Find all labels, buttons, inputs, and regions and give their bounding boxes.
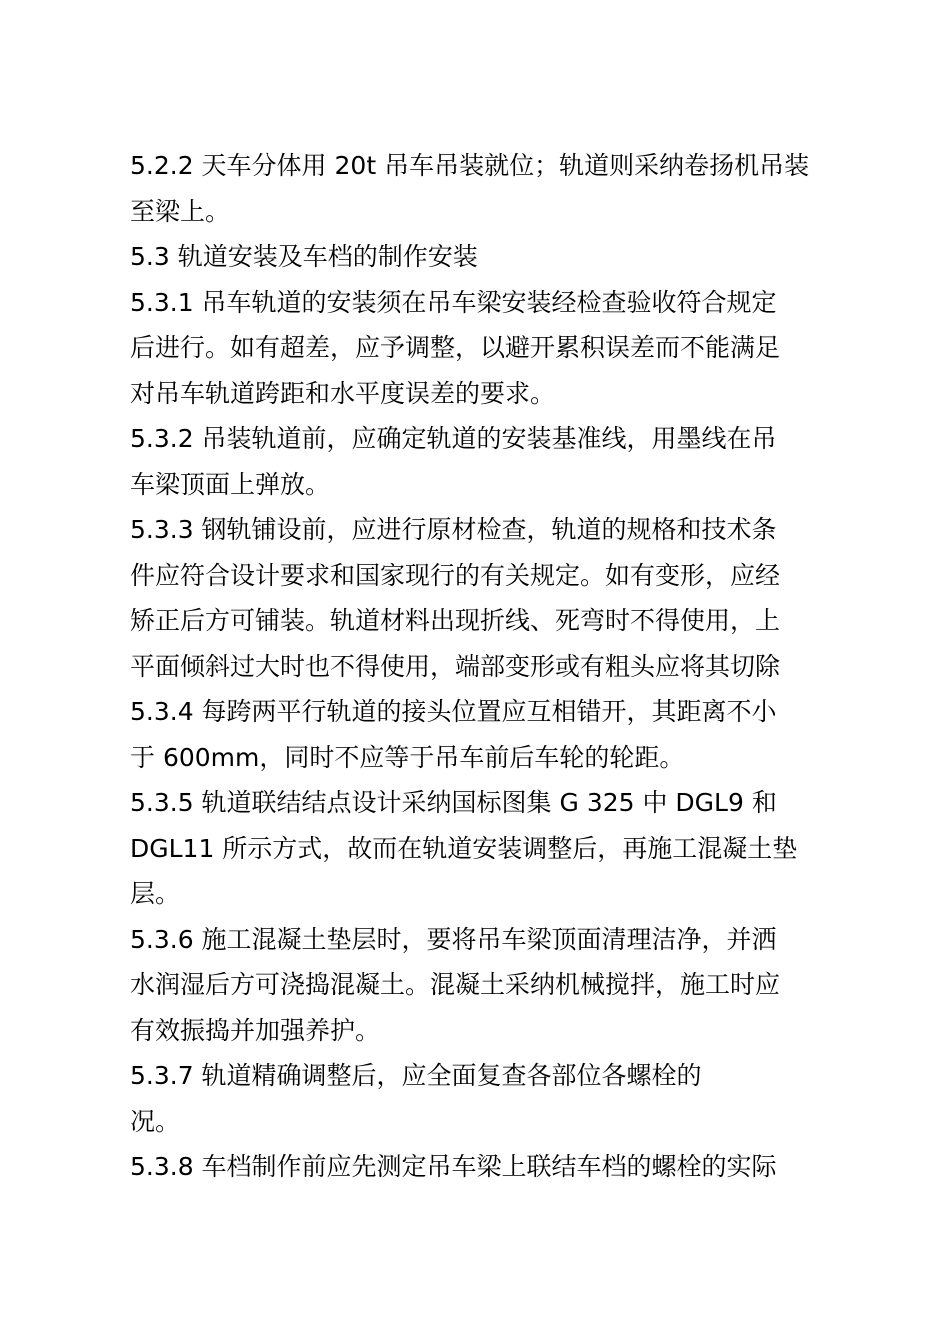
text-line-18: 5.3.6 施工混凝土垫层时，要将吊车梁顶面清理洁净，并洒 [130,924,777,954]
text-line-9: 5.3.3 钢轨铺设前，应进行原材检查，轨道的规格和技术条 [130,515,777,544]
text-line-4: 5.3.1 吊车轨道的安装须在吊车梁安装经检查验收符合规定 [130,287,777,317]
text-line-22: 况。 [130,1106,181,1136]
text-line-19: 水润湿后方可浇捣混凝土。混凝土采纳机械搅拌，施工时应 [130,970,781,999]
text-line-21: 5.3.7 轨道精确调整后，应全面复查各部位各螺栓的 [130,1061,702,1090]
text-line-20: 有效振捣并加强养护。 [130,1015,381,1045]
text-line-23: 5.3.8 车档制作前应先测定吊车梁上联结车档的螺栓的实际 [130,1152,777,1181]
text-line-15: 5.3.5 轨道联结结点设计采纳国标图集 G 325 中 DGL9 和 [130,788,777,817]
text-line-11: 矫正后方可铺装。轨道材料出现折线、死弯时不得使用，上 [130,606,781,635]
text-line-8: 车梁顶面上弹放。 [130,469,331,499]
section-heading-5-3: 5.3 轨道安装及车档的制作安装 [130,242,478,271]
text-line-7: 5.3.2 吊装轨道前，应确定轨道的安装基准线，用墨线在吊 [130,424,777,453]
text-line-5: 后进行。如有超差，应予调整，以避开累积误差而不能满足 [130,333,781,362]
text-line-16: DGL11 所示方式，故而在轨道安装调整后，再施工混凝土垫 [130,833,798,863]
text-line-2: 至梁上。 [130,196,231,226]
text-line-12: 平面倾斜过大时也不得使用，端部变形或有粗头应将其切除 [130,651,781,681]
document-body [130,143,848,1190]
text-line-6: 对吊车轨道跨距和水平度误差的要求。 [130,378,556,408]
text-line-14: 于 600mm，同时不应等于吊车前后车轮的轮距。 [130,742,685,772]
text-line-10: 件应符合设计要求和国家现行的有关规定。如有变形，应经 [130,560,781,590]
text-line-17: 层。 [130,879,181,908]
text-line-1: 5.2.2 天车分体用 20t 吊车吊装就位；轨道则采纳卷扬机吊装 [130,151,810,180]
text-line-13: 5.3.4 每跨两平行轨道的接头位置应互相错开，其距离不小 [130,697,777,726]
